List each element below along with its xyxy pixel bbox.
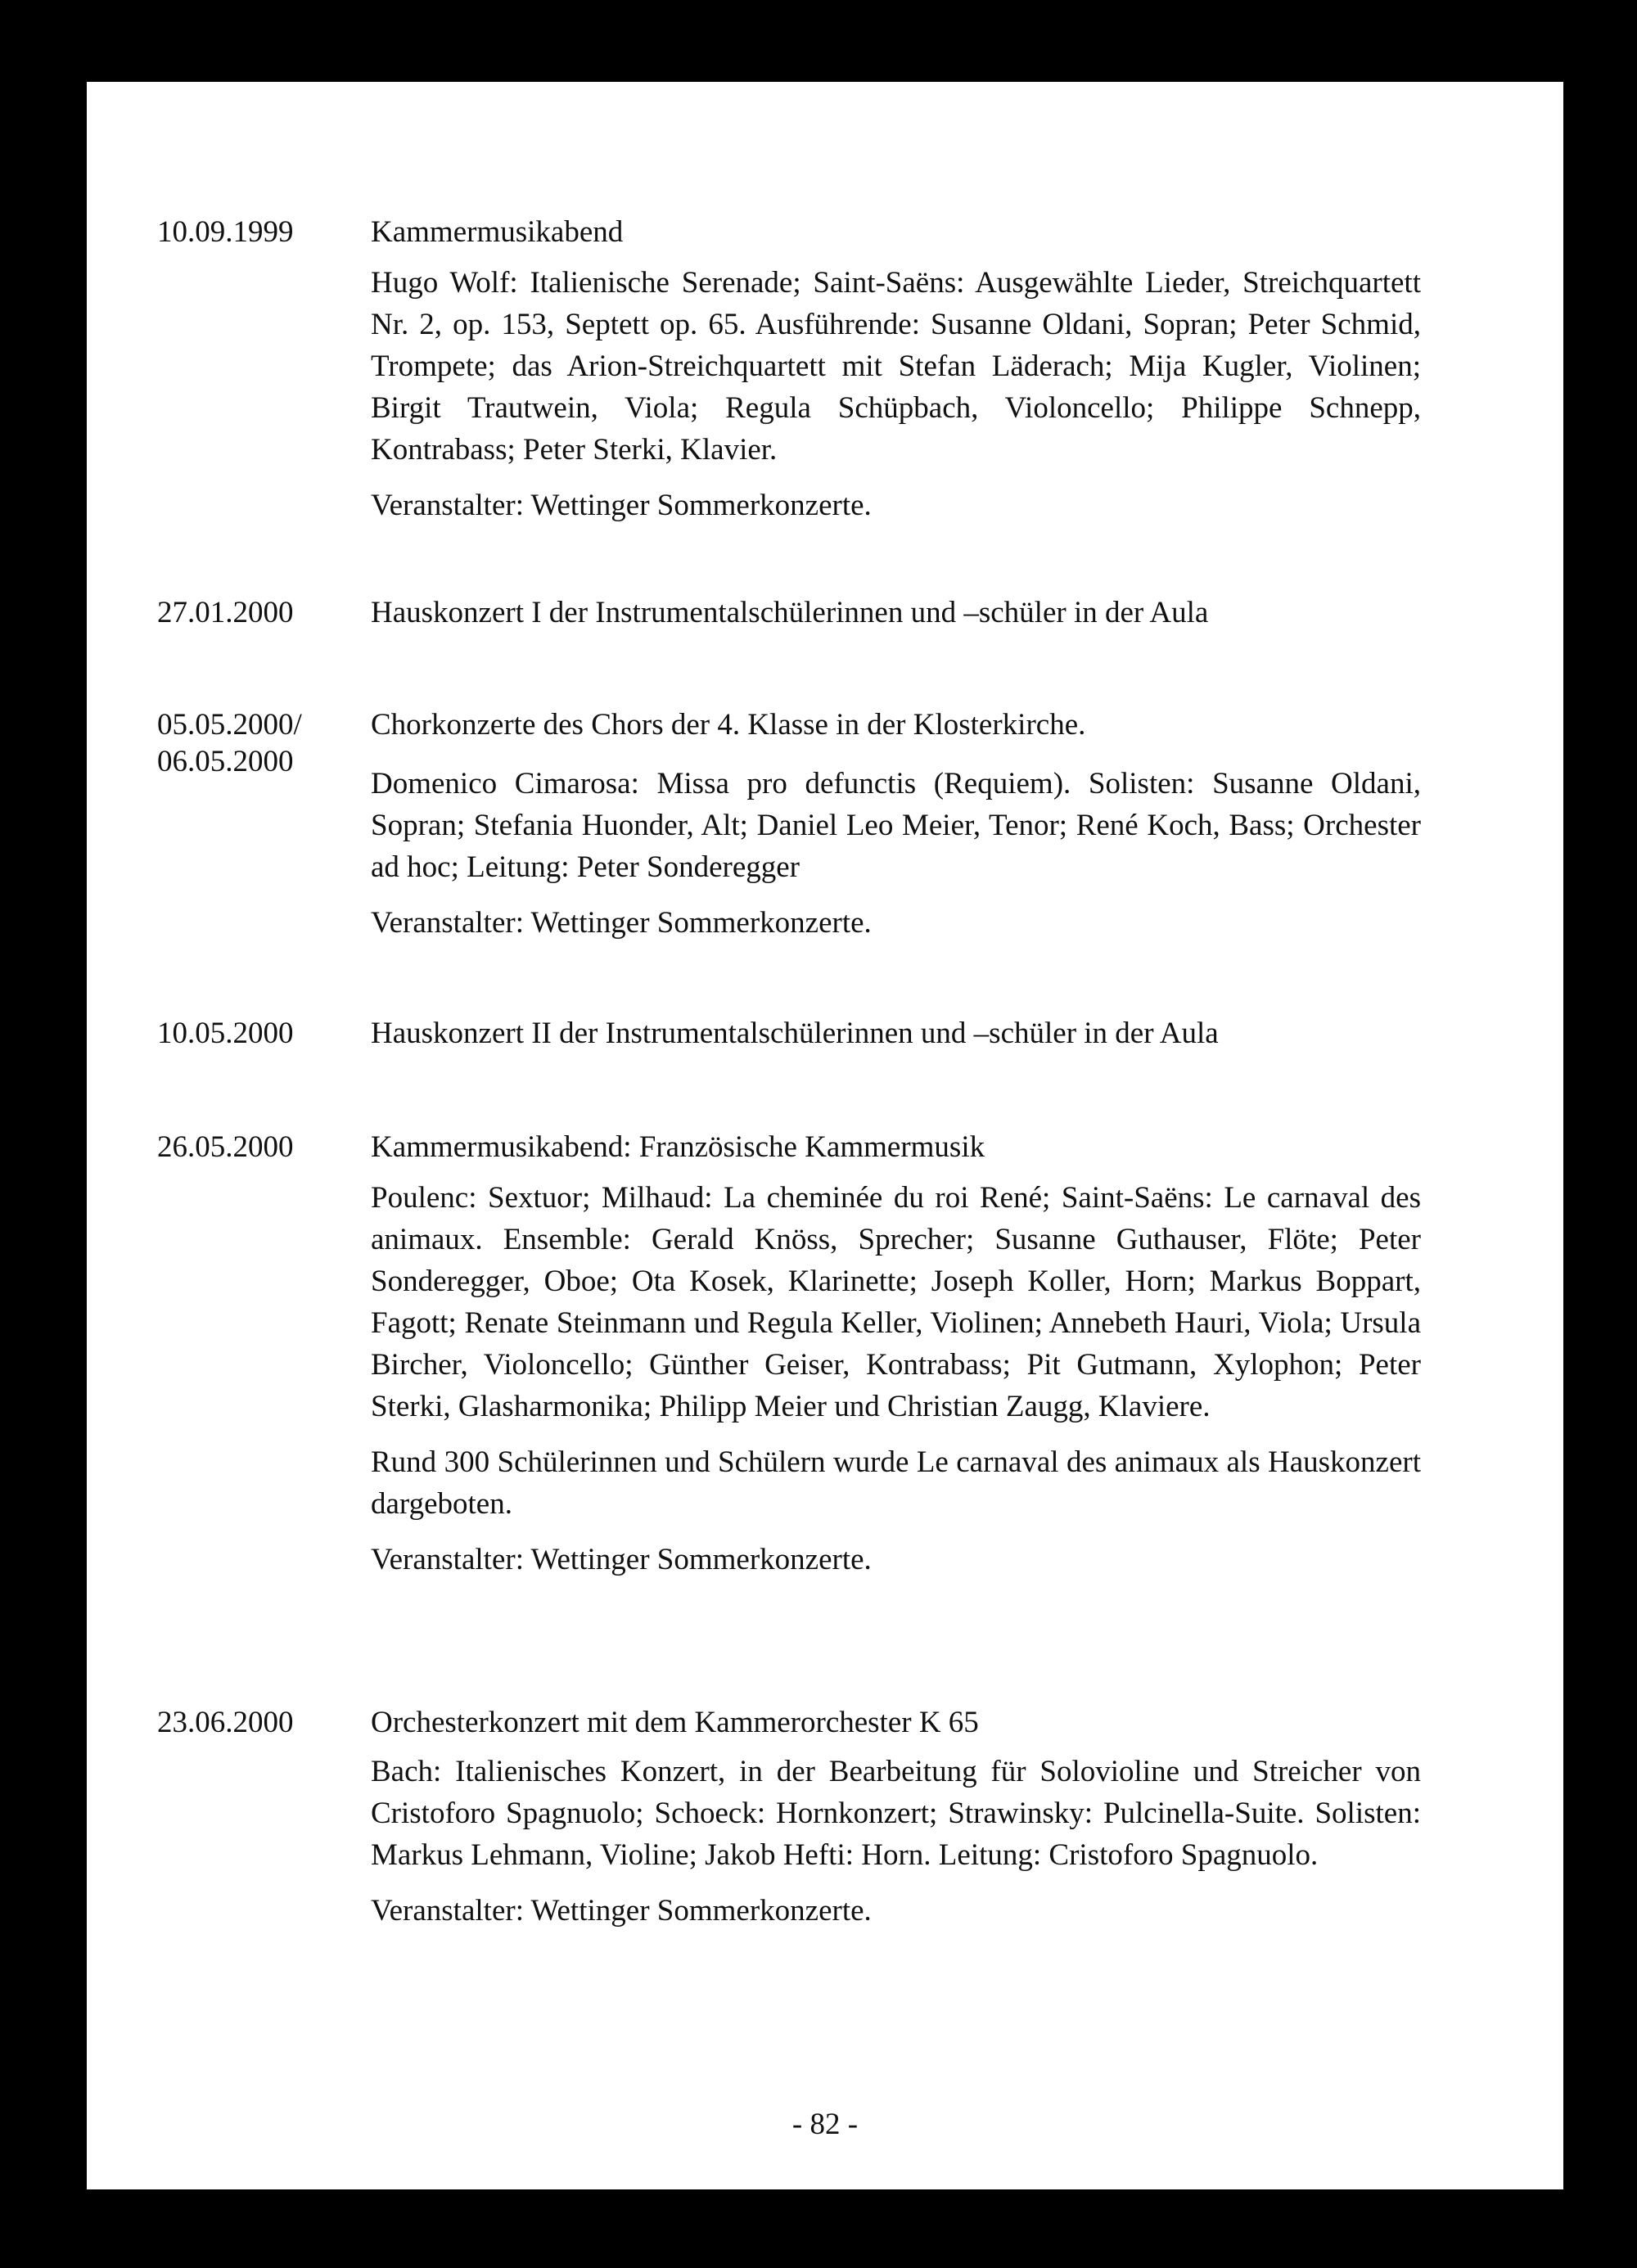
document-page xyxy=(87,82,1563,2189)
entry-title: Hauskonzert II der Instrumentalschülerinnen und –schüler in der Aula xyxy=(371,1017,1219,1050)
entry-paragraph: Poulenc: Sextuor; Milhaud: La cheminée du roi René; Saint-Saëns: Le carnaval des animaux. Ensemble: Gerald Knöss, Sprecher; Susanne Guthauser, Flöte; Peter Sonderegger, Oboe; Ota Kosek, Klarinette; Joseph Koller, Horn; Markus Boppart, Fagott; Renate Steinmann und Regula Keller, Violinen; Annebeth Hauri, Viola; Ursula Bircher, Violoncello; Günther Geiser, Kontrabass; Pit Gutmann, Xylophon; Peter Sterki, Glasharmonika; Philipp Meier und Christian Zaugg, Klaviere. xyxy=(371,1181,1421,1423)
entry-title: Chorkonzerte des Chors der 4. Klasse in der Klosterkirche. xyxy=(371,708,1086,742)
entry-content xyxy=(371,1702,1421,1932)
entry-organizer: Veranstalter: Wettinger Sommerkonzerte. xyxy=(371,1543,872,1576)
entry-date xyxy=(157,1012,294,1054)
page-number: - 82 - xyxy=(791,2108,859,2141)
date-line: 23.06.2000 xyxy=(157,1706,294,1739)
entry-content xyxy=(371,1012,1421,1054)
entry-date xyxy=(157,1126,294,1168)
entry-title: Kammermusikabend xyxy=(371,215,624,249)
entry-organizer: Veranstalter: Wettinger Sommerkonzerte. xyxy=(371,489,872,522)
entry-date xyxy=(157,592,294,634)
entry-title: Kammermusikabend: Französische Kammermusik xyxy=(371,1130,985,1164)
entry-title: Orchesterkonzert mit dem Kammerorchester K 65 xyxy=(371,1706,979,1739)
date-line: 27.01.2000 xyxy=(157,596,294,629)
entry-date xyxy=(157,704,302,782)
entry-paragraph: Bach: Italienisches Konzert, in der Bearbeitung für Solovioline und Streicher von Cristoforo Spagnuolo; Schoeck: Hornkonzert; Strawinsky: Pulcinella-Suite. Solisten: Markus Lehmann, Violine; Jakob Hefti: Horn. Leitung: Cristoforo Spagnuolo. xyxy=(371,1755,1421,1872)
date-line: 05.05.2000/ xyxy=(157,708,302,742)
entry-content xyxy=(371,211,1421,526)
entry-organizer: Veranstalter: Wettinger Sommerkonzerte. xyxy=(371,906,872,940)
date-line: 10.09.1999 xyxy=(157,215,294,249)
entry-paragraph: Domenico Cimarosa: Missa pro defunctis (Requiem). Solisten: Susanne Oldani, Sopran; Stefania Huonder, Alt; Daniel Leo Meier, Tenor; René Koch, Bass; Orchester ad hoc; Leitung: Peter Sonderegger xyxy=(371,767,1421,884)
entry-content xyxy=(371,592,1421,634)
entry-date xyxy=(157,1702,294,1743)
entry-date xyxy=(157,211,294,253)
entry-content xyxy=(371,1126,1421,1580)
date-line: 26.05.2000 xyxy=(157,1130,294,1164)
entry-content xyxy=(371,704,1421,944)
entry-paragraph: Hugo Wolf: Italienische Serenade; Saint-Saëns: Ausgewählte Lieder, Streichquartett Nr. 2, op. 153, Septett op. 65. Ausführende: Susanne Oldani, Sopran; Peter Schmid, Trompete; das Arion-Streichquartett mit Stefan Läderach; Mija Kugler, Violinen; Birgit Trautwein, Viola; Regula Schüpbach, Violoncello; Philippe Schnepp, Kontrabass; Peter Sterki, Klavier. xyxy=(371,266,1421,467)
entry-title: Hauskonzert I der Instrumentalschülerinnen und –schüler in der Aula xyxy=(371,596,1209,629)
date-line: 10.05.2000 xyxy=(157,1017,294,1050)
date-line: 06.05.2000 xyxy=(157,745,294,778)
entry-paragraph: Rund 300 Schülerinnen und Schülern wurde Le carnaval des animaux als Hauskonzert dargeboten. xyxy=(371,1445,1421,1521)
entry-organizer: Veranstalter: Wettinger Sommerkonzerte. xyxy=(371,1894,872,1928)
